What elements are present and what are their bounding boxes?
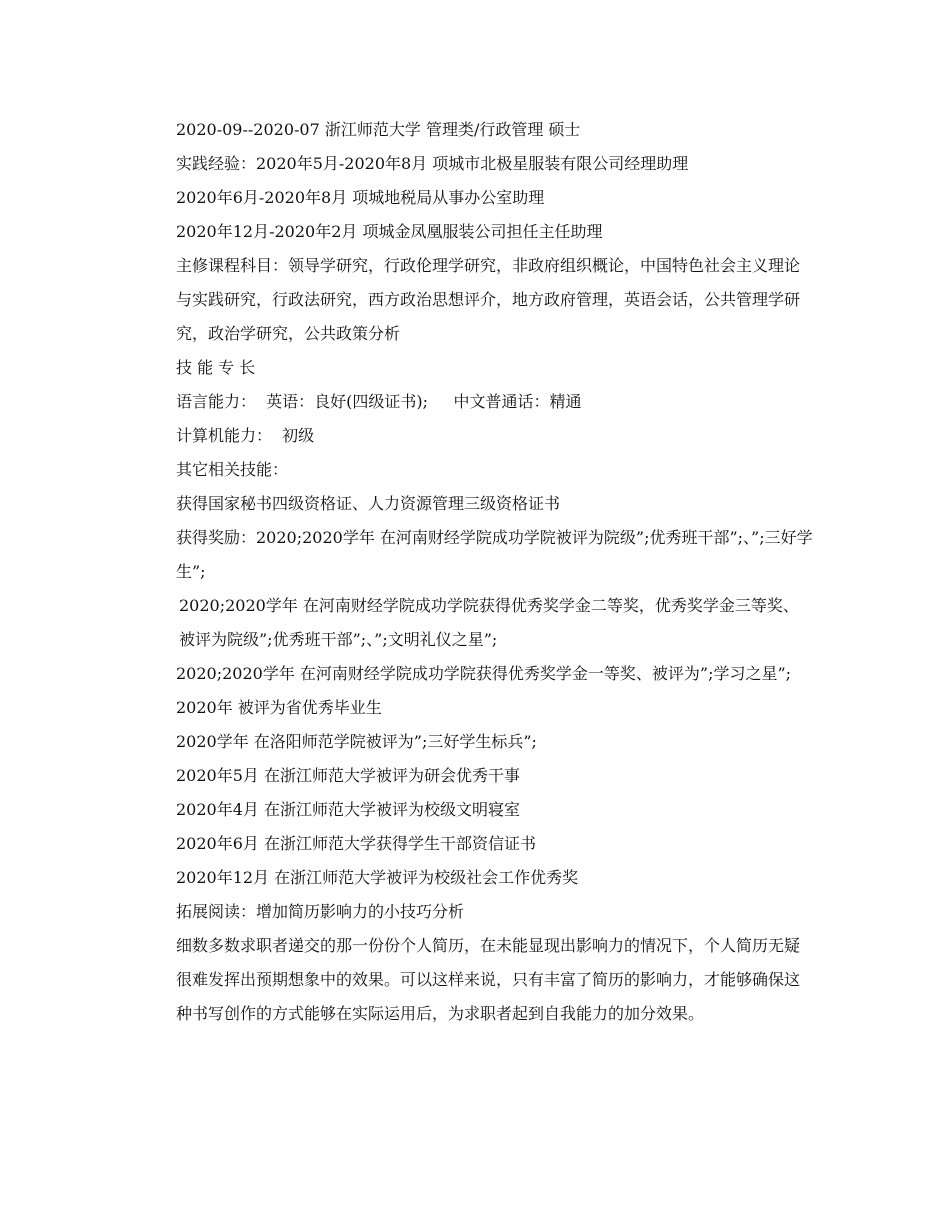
closing-paragraph: 细数多数求职者递交的那一份份个人简历，在未能显现出影响力的情况下，个人简历无疑很难发挥出预期想象中的效果。可以这样来说，只有丰富了简历的影响力，才能够确保这种书写创作的方式能够在实际运用后，为求职者起到自我能力的加分效果。 bbox=[176, 936, 801, 1023]
certificates-line: 获得国家秘书四级资格证、人力资源管理三级资格证书 bbox=[176, 494, 561, 513]
other-skills-label: 其它相关技能： bbox=[176, 460, 289, 479]
extended-reading-heading: 拓展阅读：增加简历影响力的小技巧分析 bbox=[176, 902, 465, 921]
education-line: 2020-09--2020-07 浙江师范大学 管理类/行政管理 硕士 bbox=[176, 120, 581, 139]
award-line: 2020学年 在洛阳师范学院被评为”;三好学生标兵”; bbox=[176, 732, 537, 751]
practice-line: 2020年12月-2020年2月 项城金凤凰服装公司担任主任助理 bbox=[176, 222, 603, 241]
award-line: 2020年4月 在浙江师范大学被评为校级文明寝室 bbox=[176, 800, 520, 819]
practice-line: 实践经验：2020年5月-2020年8月 项城市北极星服装有限公司经理助理 bbox=[176, 154, 689, 173]
courses-paragraph: 主修课程科目：领导学研究，行政伦理学研究，非政府组织概论，中国特色社会主义理论与实践研究，行政法研究，西方政治思想评介，地方政府管理，英语会话，公共管理学研究，政治学研究，公共政策分析 bbox=[176, 256, 801, 343]
award-line: 2020年12月 在浙江师范大学被评为校级社会工作优秀奖 bbox=[176, 868, 579, 887]
language-skill-line: 语言能力： 英语：良好(四级证书); 中文普通话：精通 bbox=[176, 392, 582, 411]
award-line: 2020年5月 在浙江师范大学被评为研会优秀干事 bbox=[176, 766, 520, 785]
award-paragraph: 2020;2020学年 在河南财经学院成功学院获得优秀奖学金一等奖、被评为”;学习之星”; bbox=[176, 664, 792, 683]
award-paragraph: 获得奖励：2020;2020学年 在河南财经学院成功学院被评为院级”;优秀班干部”;、”;三好学生”; bbox=[176, 528, 813, 581]
award-paragraph: 2020;2020学年 在河南财经学院成功学院获得优秀奖学金二等奖，优秀奖学金三等奖、被评为院级”;优秀班干部”;、”;文明礼仪之星”; bbox=[179, 596, 799, 649]
award-line: 2020年6月 在浙江师范大学获得学生干部资信证书 bbox=[176, 834, 536, 853]
document-body bbox=[140, 113, 814, 1031]
skills-heading: 技 能 专 长 bbox=[176, 358, 256, 377]
practice-line: 2020年6月-2020年8月 项城地税局从事办公室助理 bbox=[176, 188, 545, 207]
computer-skill-line: 计算机能力： 初级 bbox=[176, 426, 315, 445]
award-line: 2020年 被评为省优秀毕业生 bbox=[176, 698, 382, 717]
